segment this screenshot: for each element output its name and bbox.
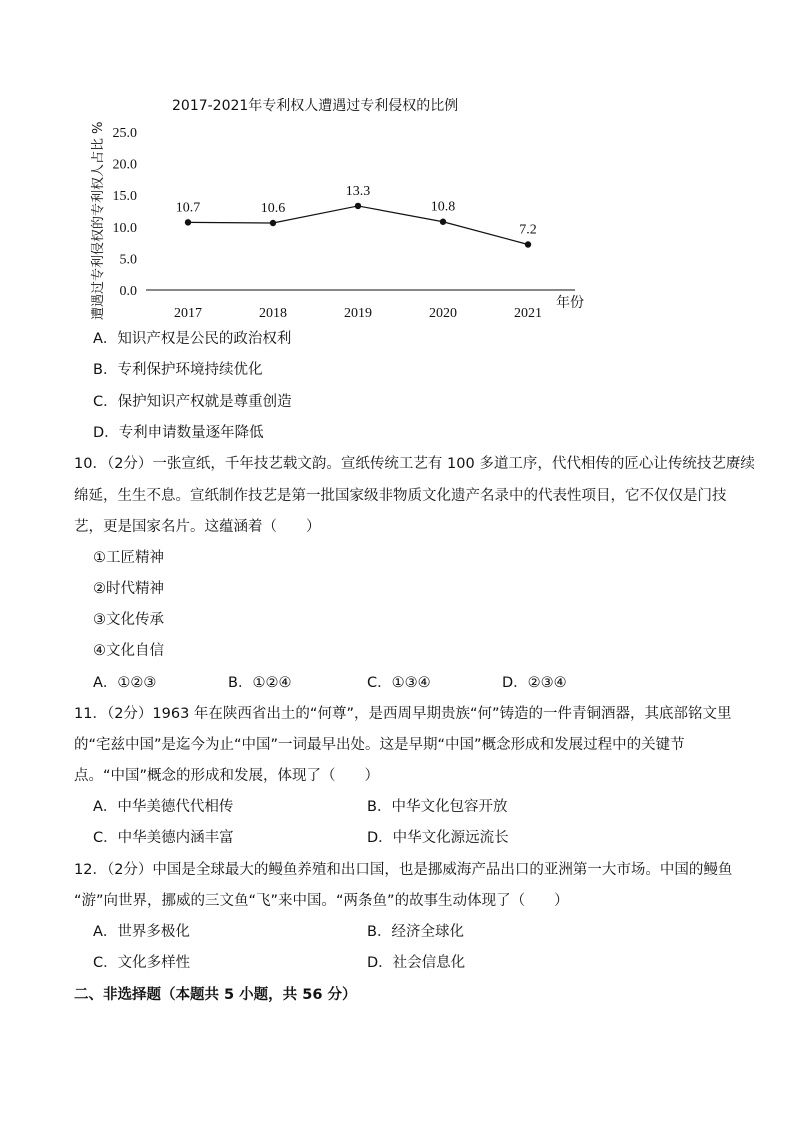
q11-option-a: A．中华美德代代相传	[93, 799, 234, 815]
line-chart	[0, 0, 794, 330]
section-heading: 二、非选择题（本题共 5 小题，共 56 分）	[74, 987, 357, 1003]
y-tick-label: 15.0	[112, 189, 137, 205]
q12-stem-line2: “游”向世界，挪威的三文鱼“飞”来中国。“两条鱼”的故事生动体现了（ ）	[74, 893, 569, 909]
data-label: 7.2	[519, 222, 537, 238]
data-point	[185, 219, 191, 225]
chart-ylabel: 遭遇过专利侵权的专利权人占比 %	[91, 121, 106, 320]
q11-stem-line2: 的“宅兹中国”是迄今为止“中国”一词最早出处。这是早期“中国”概念形成和发展过程中的关键节	[74, 737, 685, 753]
q11-option-d: D．中华文化源远流长	[367, 830, 509, 846]
data-label: 10.7	[175, 200, 201, 216]
q10-option-a: A．①②③	[93, 675, 157, 691]
q9-option-a: A．知识产权是公民的政治权利	[93, 331, 292, 347]
chart-xlabel: 年份	[556, 295, 584, 311]
q11-option-b: B．中华文化包容开放	[367, 799, 508, 815]
q10-stem-line1: 10．（2分）一张宣纸，千年技艺载文韵。宣纸传统工艺有 100 多道工序，代代相传的匠心让传统技艺赓续	[74, 456, 755, 472]
q12-stem-line1: 12．（2分）中国是全球最大的鳗鱼养殖和出口国，也是挪威海产品出口的亚洲第一大市场。中国的鳗鱼	[74, 862, 733, 878]
x-tick-label: 2019	[344, 306, 372, 321]
y-tick-label: 0.0	[119, 284, 137, 299]
q11-stem-line3: 点。“中国”概念的形成和发展，体现了（ ）	[74, 768, 380, 784]
q12-option-d: D．社会信息化	[367, 955, 466, 971]
q10-option-b: B．①②④	[228, 675, 292, 691]
q9-option-d: D．专利申请数量逐年降低	[93, 425, 264, 441]
q10-item-1: ①工匠精神	[93, 550, 164, 566]
data-label: 13.3	[345, 183, 371, 199]
data-point	[440, 219, 446, 225]
y-tick-label: 10.0	[112, 220, 137, 236]
data-point	[270, 220, 276, 226]
q10-stem-line2: 绵延，生生不息。宣纸制作技艺是第一批国家级非物质文化遗产名录中的代表性项目，它不仅仅是门技	[74, 488, 727, 504]
data-label: 10.6	[260, 201, 286, 217]
q10-option-d: D．②③④	[502, 675, 567, 691]
q11-option-c: C．中华美德内涵丰富	[93, 830, 234, 846]
data-point	[355, 203, 361, 209]
series-line	[188, 206, 528, 245]
y-tick-label: 5.0	[119, 252, 137, 268]
data-point	[525, 241, 531, 247]
x-tick-label: 2017	[174, 306, 202, 321]
q11-stem-line1: 11．（2分）1963 年在陕西省出土的“何尊”，是西周早期贵族“何”铸造的一件青铜酒器，其底部铭文里	[74, 706, 732, 722]
x-tick-label: 2018	[259, 306, 287, 321]
q10-item-4: ④文化自信	[93, 643, 164, 659]
x-tick-label: 2021	[514, 306, 542, 321]
data-label: 10.8	[430, 199, 456, 215]
q10-item-3: ③文化传承	[93, 612, 164, 628]
q12-option-b: B．经济全球化	[367, 924, 464, 940]
y-tick-label: 20.0	[112, 157, 137, 173]
q10-item-2: ②时代精神	[93, 581, 164, 597]
q10-option-c: C．①③④	[367, 675, 431, 691]
q12-option-c: C．文化多样性	[93, 955, 191, 971]
q9-option-b: B．专利保护环境持续优化	[93, 362, 263, 378]
chart-title: 2017-2021年专利权人遭遇过专利侵权的比例	[172, 98, 459, 114]
q9-option-c: C．保护知识产权就是尊重创造	[93, 394, 292, 410]
x-tick-label: 2020	[429, 306, 457, 321]
q10-stem-line3: 艺，更是国家名片。这蕴涵着（ ）	[74, 519, 321, 535]
q12-option-a: A．世界多极化	[93, 924, 190, 940]
y-tick-label: 25.0	[112, 126, 137, 141]
